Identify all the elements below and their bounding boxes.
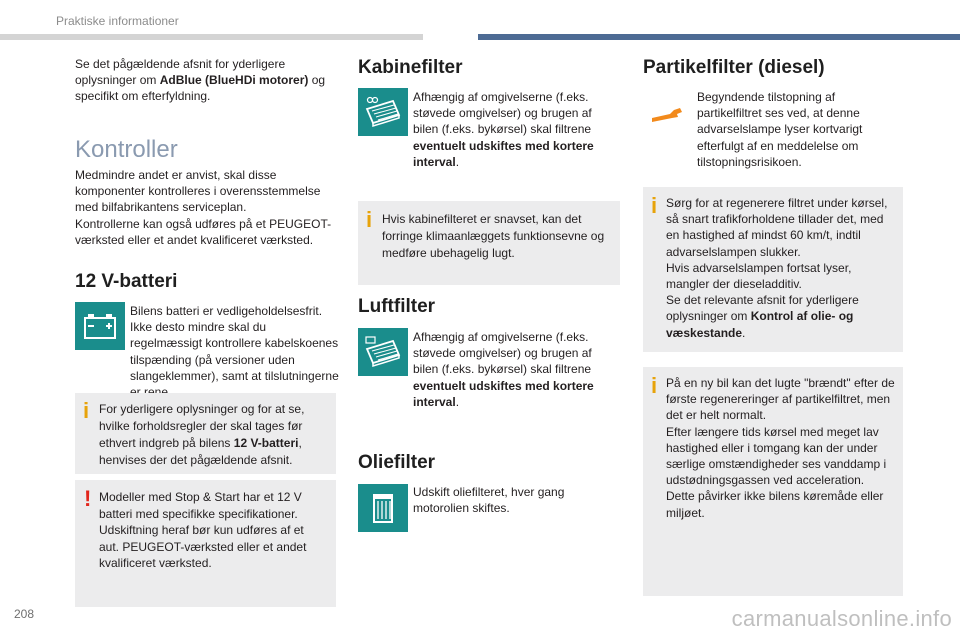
- oliefilter-heading: Oliefilter: [358, 452, 436, 473]
- battery-heading: 12 V-batteri: [75, 271, 178, 292]
- header-bar-right: [478, 34, 960, 40]
- info-mark-icon: i: [83, 398, 90, 423]
- section-header: Praktiske informationer: [56, 14, 179, 28]
- header-bar-left: [0, 34, 423, 40]
- info-mark-icon: i: [651, 193, 658, 218]
- cabin-filter-icon: [358, 88, 408, 136]
- partikelfilter-text: Begyndende tilstopning af partikelfiltret ses ved, at denne advarselslampe lyser kortvarigt efterfulgt af en meddelelse om tilstopningsrisikoen.: [697, 90, 863, 169]
- oliefilter-text: Udskift oliefilteret, hver gang motorolien skiftes.: [413, 485, 565, 516]
- air-filter-icon: [358, 328, 408, 376]
- luftfilter-heading: Luftfilter: [358, 296, 436, 317]
- intro-paragraph: Se det pågældende afsnit for yderligere oplysninger om AdBlue (BlueHDi motorer) og specifikt om efterfyldning.: [75, 57, 326, 104]
- kabinefilter-info-note: i Hvis kabinefilteret er snavset, kan det forringe klimaanlæggets funktionsevne og medføre ubehagelig lugt.: [358, 201, 620, 285]
- watermark: carmanualsonline.info: [731, 606, 952, 631]
- kontroller-text: Medmindre andet er anvist, skal disse komponenter kontrolleres i overensstemmelse med bilfabrikantens serviceplan. Kontrollerne kan også udføres på et PEUGEOT-værksted eller et andet kvalificeret værksted.: [75, 168, 332, 247]
- luftfilter-text: Afhængig af omgivelserne (f.eks. støvede omgivelser) og brugen af bilen (f.eks. bykørsel) skal filtrene eventuelt udskiftes med kortere interval.: [413, 330, 594, 409]
- kabinefilter-heading: Kabinefilter: [358, 57, 463, 78]
- partikelfilter-info-note-1: i Sørg for at regenerere filtret under kørsel, så snart trafikforholdene tillader det, med en hastighed af mindst 60 km/t, indtil advarselslampen slukker. Hvis advarselslampen fortsat lyser, mangler der dieseladditiv. Se det relevante afsnit for yderligere oplysninger om Kontrol af olie- og væskestande.: [643, 187, 903, 352]
- info-mark-icon: i: [651, 373, 658, 398]
- page-number: 208: [14, 607, 35, 621]
- oil-filter-icon: [358, 484, 408, 532]
- partikelfilter-info-note-2: i På en ny bil kan det lugte "brændt" efter de første regenereringer af partikelfiltret, men det er helt normalt. Efter længere tids kørsel med meget lav hastighed eller i tomgang kan der under særlige omstændigheder ses vanddamp i udstødningsgassen ved acceleration. Dette påvirker ikke bilens køremåde eller miljøet.: [643, 367, 903, 596]
- battery-text: Bilens batteri er vedligeholdelsesfrit. Ikke desto mindre skal du regelmæssigt kontrollere kabelskoenes tilspænding (på versioner uden slangeklemmer), samt at tilslutningerne: [130, 304, 339, 383]
- kontroller-heading: Kontroller: [75, 136, 178, 163]
- partikelfilter-heading: Partikelfilter (diesel): [643, 57, 825, 78]
- warning-mark-icon: !: [84, 486, 92, 511]
- kabinefilter-text: Afhængig af omgivelserne (f.eks. støvede omgivelser) og brugen af bilen (f.eks. bykørsel) skal filtrene eventuelt udskiftes med kortere interval.: [413, 90, 594, 169]
- battery-warning-note: ! Modeller med Stop & Start har et 12 V batteri med specifikke specifikationer. Udskiftning heraf bør kun udføres af et aut. PEUGEOT-værksted eller et andet kvalificeret værksted.: [75, 480, 336, 607]
- wrench-warning-icon: [650, 104, 684, 129]
- info-mark-icon: i: [366, 207, 373, 232]
- battery-info-note: i For yderligere oplysninger og for at se, hvilke forholdsregler der skal tages før ethvert indgreb på bilens 12 V-batteri, henvises der det pågældende afsnit.: [75, 393, 336, 474]
- battery-icon: [75, 302, 125, 350]
